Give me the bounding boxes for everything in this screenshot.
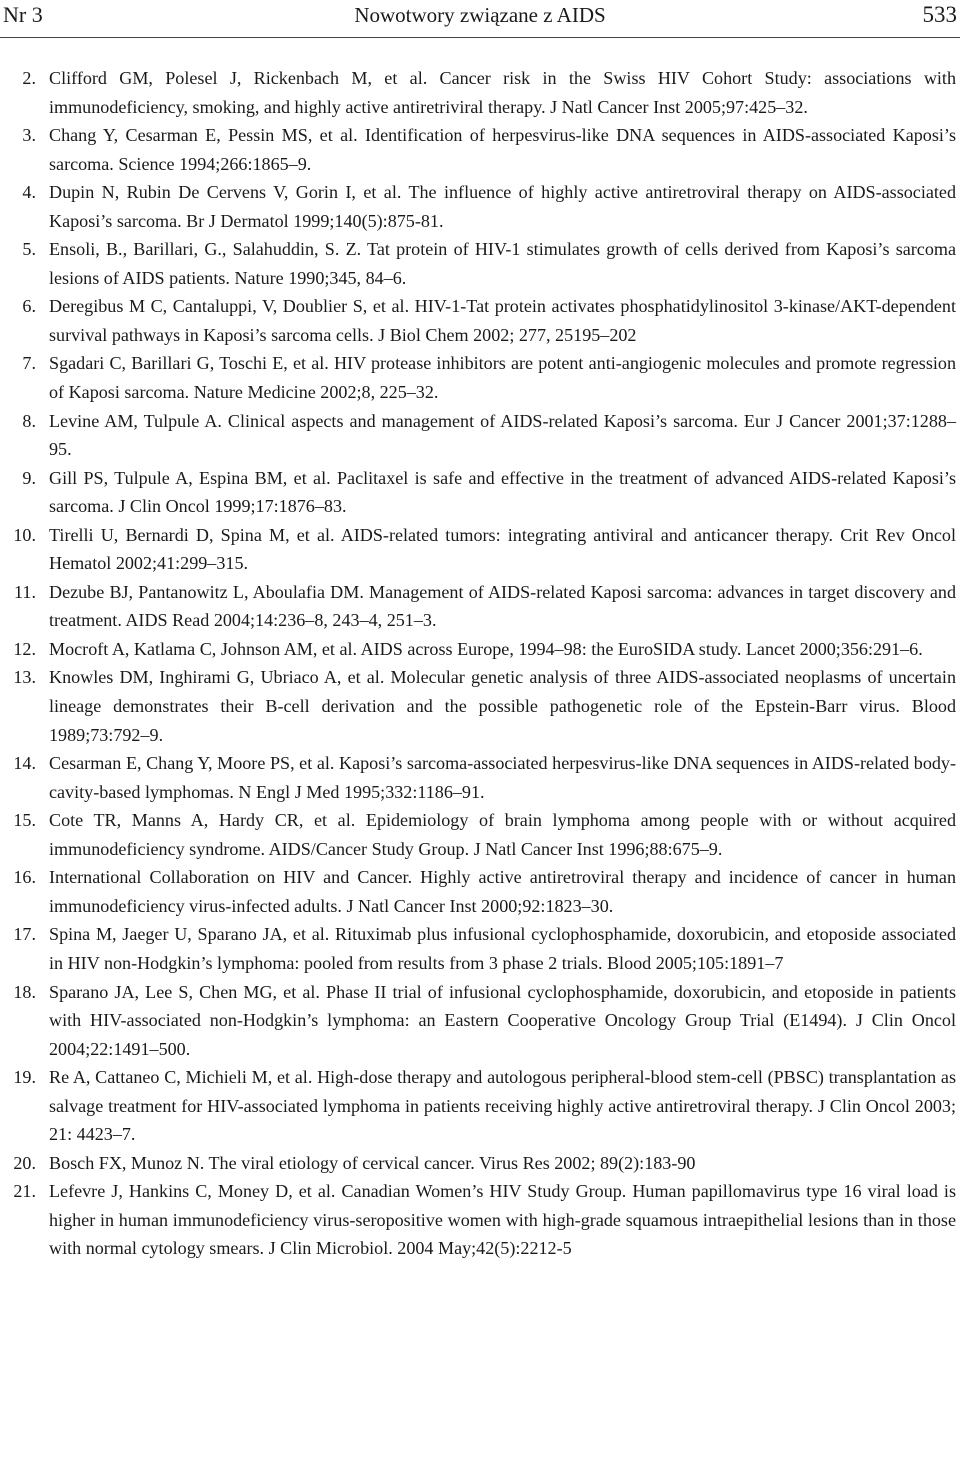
reference-text: Dezube BJ, Pantanowitz L, Aboulafia DM. Management of AIDS-related Kaposi sarcoma: advances in target discovery and treatment. AIDS Read 2004;14:236–8, 243–4, 251–3. <box>49 581 956 631</box>
reference-item <box>0 863 960 920</box>
reference-number: 16. <box>13 867 36 888</box>
reference-text: Mocroft A, Katlama C, Johnson AM, et al. AIDS across Europe, 1994–98: the EuroSIDA study. Lancet 2000;356:291–6. <box>49 638 923 659</box>
reference-number: 19. <box>13 1067 36 1088</box>
reference-number: 18. <box>13 981 36 1002</box>
reference-item <box>0 978 960 1064</box>
running-header <box>0 0 960 32</box>
reference-item <box>0 349 960 406</box>
reference-number: 17. <box>13 924 36 945</box>
reference-number: 8. <box>22 410 36 431</box>
reference-number: 5. <box>22 239 36 260</box>
reference-text: Gill PS, Tulpule A, Espina BM, et al. Paclitaxel is safe and effective in the treatment of advanced AIDS-related Kaposi’s sarcoma. J Clin Oncol 1999;17:1876–83. <box>49 467 956 517</box>
page-number: 533 <box>922 2 957 27</box>
running-title: Nowotwory związane z AIDS <box>354 3 606 27</box>
reference-text: Deregibus M C, Cantaluppi, V, Doublier S, et al. HIV-1-Tat protein activates phosphatidylinositol 3-kinase/AKT-dependent survival pathways in Kaposi’s sarcoma cells. J Biol Chem 2002; 277, 25195–202 <box>49 296 956 345</box>
reference-item <box>0 121 960 178</box>
reference-item <box>0 407 960 464</box>
reference-text: Cesarman E, Chang Y, Moore PS, et al. Kaposi’s sarcoma-associated herpesvirus-like DNA sequences in AIDS-related body-cavity-based lymphomas. N Engl J Med 1995;332:1186–91. <box>49 753 956 802</box>
reference-number: 13. <box>13 667 36 688</box>
reference-item <box>0 521 960 578</box>
reference-item <box>0 464 960 521</box>
reference-number: 12. <box>13 638 36 659</box>
reference-item <box>0 235 960 292</box>
header-rule <box>0 37 960 38</box>
reference-number: 7. <box>22 353 36 374</box>
reference-item <box>0 292 960 349</box>
reference-text: Chang Y, Cesarman E, Pessin MS, et al. Identification of herpesvirus-like DNA sequences in AIDS-associated Kaposi’s sarcoma. Science 1994;266:1865–9. <box>49 125 956 174</box>
reference-item <box>0 64 960 121</box>
reference-text: Lefevre J, Hankins C, Money D, et al. Canadian Women’s HIV Study Group. Human papillomavirus type 16 viral load is higher in human immunodeficiency virus-seropositive women with high-grade squamous intraepithelial lesions than in those with normal cytology smears. J Clin Microbiol. 2004 May;42(5):2212-5 <box>49 1181 956 1259</box>
reference-number: 15. <box>13 810 36 831</box>
reference-text: Re A, Cattaneo C, Michieli M, et al. High-dose therapy and autologous peripheral-blood stem-cell (PBSC) transplantation as salvage treatment for HIV-associated lymphoma in patients receiving highly active antiretroviral therapy. J Clin Oncol 2003; 21: 4423–7. <box>49 1067 956 1145</box>
reference-text: Sgadari C, Barillari G, Toschi E, et al. HIV protease inhibitors are potent anti-angiogenic molecules and promote regression of Kaposi sarcoma. Nature Medicine 2002;8, 225–32. <box>49 353 956 403</box>
reference-list <box>0 64 960 1263</box>
reference-text: Clifford GM, Polesel J, Rickenbach M, et al. Cancer risk in the Swiss HIV Cohort Study: associations with immunodeficiency, smoking, and highly active antiretriviral therapy. J Natl Cancer Inst 2005;97:425–32. <box>49 68 956 117</box>
reference-number: 6. <box>22 296 36 317</box>
reference-number: 14. <box>13 753 36 774</box>
reference-number: 11. <box>14 581 36 602</box>
reference-text: Bosch FX, Munoz N. The viral etiology of cervical cancer. Virus Res 2002; 89(2):183-90 <box>49 1152 696 1173</box>
journal-issue: Nr 3 <box>3 2 43 27</box>
reference-number: 4. <box>22 182 36 203</box>
reference-text: Ensoli, B., Barillari, G., Salahuddin, S. Z. Tat protein of HIV-1 stimulates growth of cells derived from Kaposi’s sarcoma lesions of AIDS patients. Nature 1990;345, 84–6. <box>49 239 956 288</box>
reference-number: 10. <box>13 524 36 545</box>
reference-item <box>0 578 960 635</box>
reference-text: Spina M, Jaeger U, Sparano JA, et al. Rituximab plus infusional cyclophosphamide, doxorubicin, and etoposide associated in HIV non-Hodgkin’s lymphoma: pooled from results from 3 phase 2 trials. Blood 2005;105:1891–7 <box>49 924 956 973</box>
reference-text: International Collaboration on HIV and Cancer. Highly active antiretroviral therapy and incidence of cancer in human immunodeficiency virus-infected adults. J Natl Cancer Inst 2000;92:1823–30. <box>49 867 956 916</box>
reference-item <box>0 178 960 235</box>
reference-text: Sparano JA, Lee S, Chen MG, et al. Phase II trial of infusional cyclophosphamide, doxorubicin, and etoposide in patients with HIV-associated non-Hodgkin’s lymphoma: an Eastern Cooperative Oncology Group Trial (E1494). J Clin Oncol 2004;22:1491–500. <box>49 981 956 1059</box>
reference-text: Levine AM, Tulpule A. Clinical aspects and management of AIDS-related Kaposi’s sarcoma. Eur J Cancer 2001;37:1288–95. <box>49 410 956 460</box>
reference-item <box>0 1149 960 1178</box>
reference-item <box>0 1177 960 1263</box>
reference-number: 3. <box>22 125 36 146</box>
reference-item <box>0 920 960 977</box>
reference-text: Knowles DM, Inghirami G, Ubriaco A, et al. Molecular genetic analysis of three AIDS-associated neoplasms of uncertain lineage demonstrates their B-cell derivation and the possible pathogenetic role of the Epstein-Barr virus. Blood 1989;73:792–9. <box>49 667 956 745</box>
reference-number: 20. <box>13 1152 36 1173</box>
reference-text: Tirelli U, Bernardi D, Spina M, et al. AIDS-related tumors: integrating antiviral and anticancer therapy. Crit Rev Oncol Hematol 2002;41:299–315. <box>49 524 956 574</box>
reference-item <box>0 1063 960 1149</box>
reference-text: Cote TR, Manns A, Hardy CR, et al. Epidemiology of brain lymphoma among people with or without acquired immunodeficiency syndrome. AIDS/Cancer Study Group. J Natl Cancer Inst 1996;88:675–9. <box>49 810 956 859</box>
reference-item <box>0 635 960 664</box>
reference-item <box>0 749 960 806</box>
reference-item <box>0 663 960 749</box>
reference-number: 21. <box>13 1181 36 1202</box>
reference-item <box>0 806 960 863</box>
reference-number: 2. <box>22 68 36 88</box>
reference-number: 9. <box>22 467 36 488</box>
reference-text: Dupin N, Rubin De Cervens V, Gorin I, et al. The influence of highly active antiretroviral therapy on AIDS-associated Kaposi’s sarcoma. Br J Dermatol 1999;140(5):875-81. <box>49 182 956 231</box>
